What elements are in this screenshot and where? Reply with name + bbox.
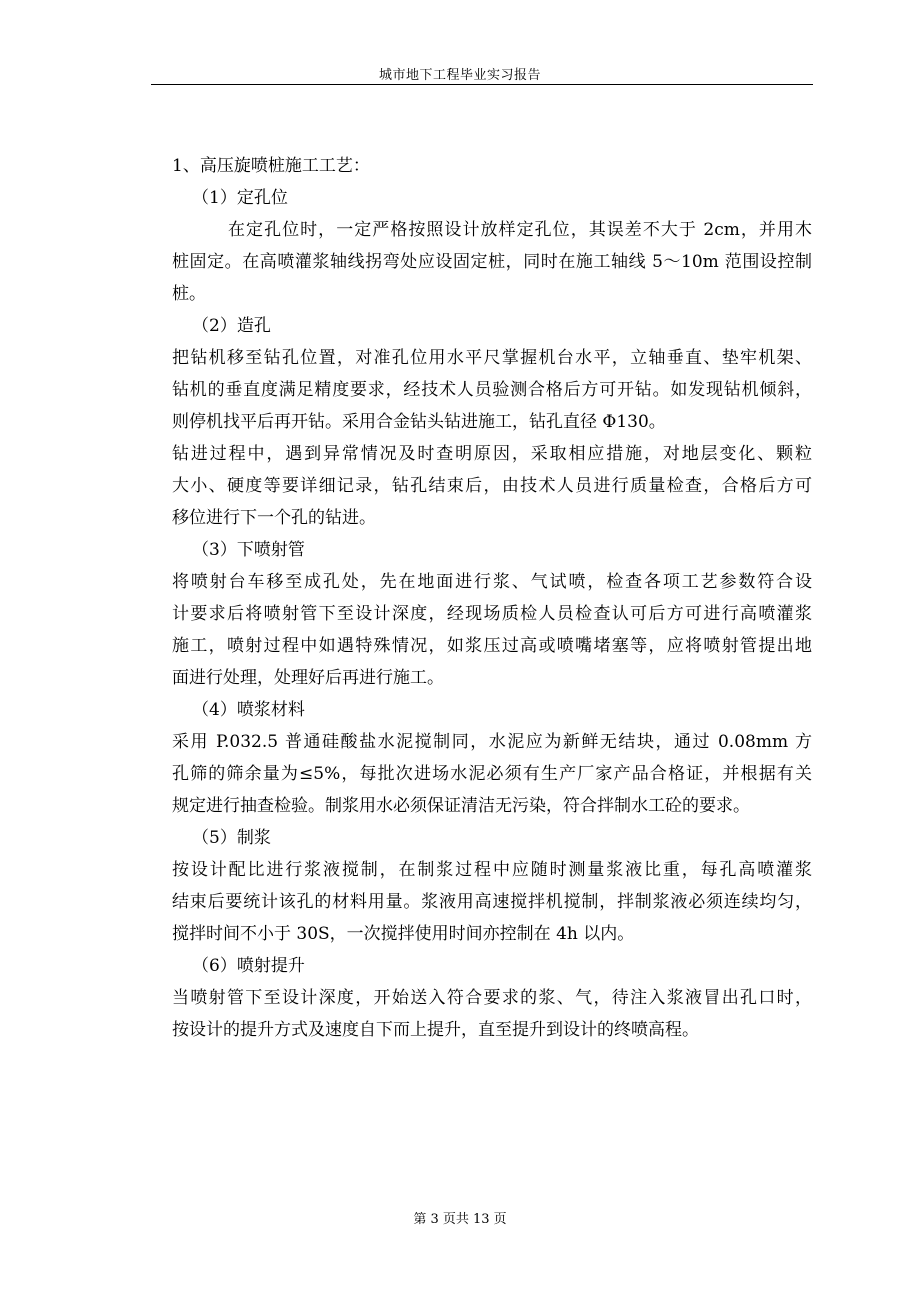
paragraph-line: 孔筛的筛余量为≤5%，每批次进场水泥必须有生产厂家产品合格证，并根据有关	[172, 764, 812, 784]
paragraph-line: 当喷射管下至设计深度，开始送入符合要求的浆、气，待注入浆液冒出孔口时，	[172, 988, 812, 1008]
paragraph-line: 把钻机移至钻孔位置，对准孔位用水平尺掌握机台水平，立轴垂直、垫牢机架、	[172, 348, 812, 368]
paragraph-line: 大小、硬度等要详细记录，钻孔结束后，由技术人员进行质量检查，合格后方可	[172, 476, 812, 496]
paragraph-line: 规定进行抽查检验。制浆用水必须保证清洁无污染，符合拌制水工砼的要求。	[172, 796, 750, 816]
paragraph-line: 结束后要统计该孔的材料用量。浆液用高速搅拌机搅制，拌制浆液必须连续均匀，	[172, 892, 812, 912]
paragraph-line: 移位进行下一个孔的钻进。	[172, 508, 376, 528]
paragraph-line: 按设计的提升方式及速度自下而上提升，直至提升到设计的终喷高程。	[172, 1020, 699, 1040]
paragraph-line: 将喷射台车移至成孔处，先在地面进行浆、气试喷，检查各项工艺参数符合设	[172, 572, 812, 592]
paragraph-line: 面进行处理，处理好后再进行施工。	[172, 668, 444, 688]
subsection-heading: （1）定孔位	[192, 188, 288, 208]
paragraph-line: 则停机找平后再开钻。采用合金钻头钻进施工，钻孔直径 Φ130。	[172, 412, 666, 432]
paragraph-line: 在定孔位时，一定严格按照设计放样定孔位，其误差不大于 2cm，并用木	[228, 220, 812, 240]
subsection-heading: （2）造孔	[192, 316, 271, 336]
paragraph-line: 钻进过程中，遇到异常情况及时查明原因，采取相应措施，对地层变化、颗粒	[172, 444, 812, 464]
section-heading: 1、高压旋喷桩施工工艺：	[172, 156, 370, 176]
paragraph-line: 按设计配比进行浆液搅制，在制浆过程中应随时测量浆液比重，每孔高喷灌浆	[172, 860, 812, 880]
paragraph-line: 计要求后将喷射管下至设计深度，经现场质检人员检查认可后方可进行高喷灌浆	[172, 604, 812, 624]
document-body	[172, 156, 812, 1052]
header-divider	[151, 84, 813, 85]
subsection-heading: （6）喷射提升	[192, 956, 305, 976]
running-header: 城市地下工程毕业实习报告	[378, 68, 541, 83]
subsection-heading: （4）喷浆材料	[192, 700, 305, 720]
page-number-footer: 第 3 页共 13 页	[413, 1212, 507, 1227]
paragraph-line: 桩固定。在高喷灌浆轴线拐弯处应设固定桩，同时在施工轴线 5～10m 范围设控制	[172, 252, 812, 272]
paragraph-line: 采用 P.032.5 普通硅酸盐水泥搅制同，水泥应为新鲜无结块，通过 0.08mm 方	[172, 732, 812, 752]
paragraph-line: 钻机的垂直度满足精度要求，经技术人员验测合格后方可开钻。如发现钻机倾斜，	[172, 380, 812, 400]
paragraph-line: 桩。	[172, 284, 206, 304]
subsection-heading: （5）制浆	[192, 828, 271, 848]
subsection-heading: （3）下喷射管	[192, 540, 305, 560]
paragraph-line: 施工，喷射过程中如遇特殊情况，如浆压过高或喷嘴堵塞等，应将喷射管提出地	[172, 636, 812, 656]
paragraph-line: 搅拌时间不小于 30S，一次搅拌使用时间亦控制在 4h 以内。	[172, 924, 635, 944]
